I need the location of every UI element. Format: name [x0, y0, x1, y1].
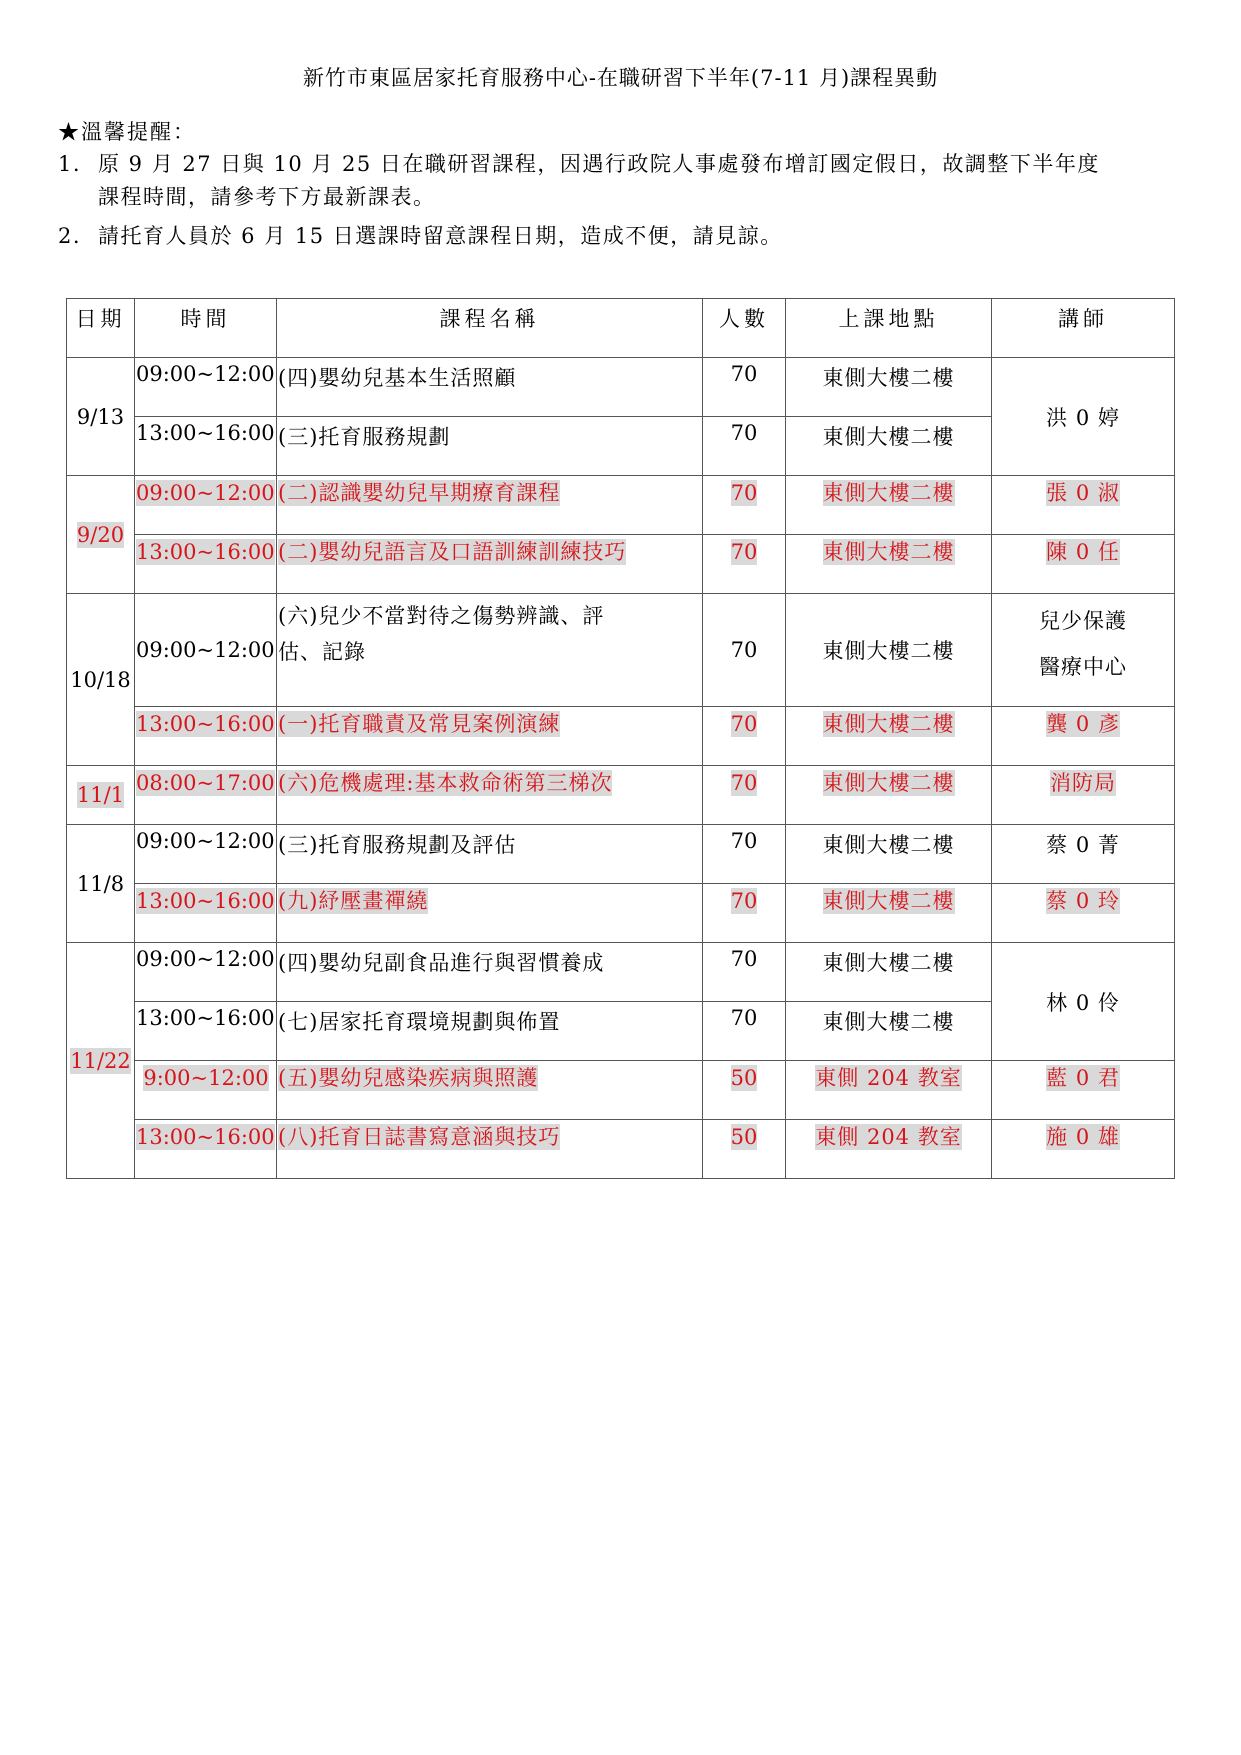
instructor-text: 蔡 0 玲 — [1046, 889, 1120, 913]
instructor-text: 施 0 雄 — [1046, 1125, 1120, 1149]
location-text: 東側大樓二樓 — [822, 771, 955, 795]
time-cell: 09:00~12:00 — [135, 943, 277, 1002]
time-cell — [135, 1120, 277, 1179]
instructor-cell — [992, 594, 1175, 707]
instructor-cell: 洪 0 婷 — [992, 358, 1175, 476]
course-cell: (七)居家托育環境規劃與佈置 — [277, 1002, 703, 1061]
date-text: 11/22 — [70, 1048, 131, 1073]
location-cell — [786, 766, 992, 825]
course-text: (八)托育日誌書寫意涵與技巧 — [278, 1125, 561, 1149]
location-text: 東側大樓二樓 — [822, 481, 955, 505]
count-cell: 70 — [703, 594, 786, 707]
course-line: 估、記錄 — [278, 640, 366, 664]
time-cell: 09:00~12:00 — [135, 594, 277, 707]
count-text: 70 — [730, 889, 758, 913]
time-text: 09:00~12:00 — [136, 481, 275, 505]
count-cell — [703, 884, 786, 943]
count-cell: 70 — [703, 358, 786, 417]
date-cell — [67, 476, 135, 594]
note-text-continued: 課程時間，請參考下方最新課表。 — [98, 185, 436, 209]
location-text: 東側 204 教室 — [815, 1066, 962, 1090]
count-cell: 70 — [703, 943, 786, 1002]
count-cell: 70 — [703, 417, 786, 476]
count-cell — [703, 476, 786, 535]
table-row — [67, 358, 1175, 417]
table-row — [67, 766, 1175, 825]
time-cell: 13:00~16:00 — [135, 417, 277, 476]
instructor-text: 陳 0 任 — [1046, 540, 1120, 564]
table-row — [67, 825, 1175, 884]
instructor-cell: 林 0 伶 — [992, 943, 1175, 1061]
course-cell — [277, 707, 703, 766]
course-cell — [277, 1120, 703, 1179]
time-text: 13:00~16:00 — [136, 712, 275, 736]
count-text: 70 — [730, 771, 758, 795]
header-time: 時間 — [135, 299, 277, 358]
course-schedule-table — [66, 298, 1175, 1179]
count-cell — [703, 1120, 786, 1179]
instructor-line: 兒少保護 — [1039, 609, 1127, 633]
instructor-text: 藍 0 君 — [1046, 1066, 1120, 1090]
date-cell: 11/8 — [67, 825, 135, 943]
header-date: 日期 — [67, 299, 135, 358]
time-cell: 13:00~16:00 — [135, 1002, 277, 1061]
count-text: 70 — [730, 481, 758, 505]
count-cell — [703, 535, 786, 594]
date-cell — [67, 943, 135, 1179]
date-cell — [67, 766, 135, 825]
location-cell: 東側大樓二樓 — [786, 594, 992, 707]
time-cell — [135, 884, 277, 943]
table-row — [67, 1120, 1175, 1179]
header-instructor: 講師 — [992, 299, 1175, 358]
course-text: (二)嬰幼兒語言及口語訓練訓練技巧 — [278, 540, 627, 564]
location-cell — [786, 1120, 992, 1179]
table-row — [67, 1061, 1175, 1120]
instructor-line: 醫療中心 — [1039, 655, 1127, 679]
table-row — [67, 594, 1175, 707]
course-cell — [277, 766, 703, 825]
time-cell — [135, 476, 277, 535]
location-text: 東側大樓二樓 — [822, 540, 955, 564]
count-text: 70 — [730, 712, 758, 736]
course-cell: (四)嬰幼兒副食品進行與習慣養成 — [277, 943, 703, 1002]
course-cell — [277, 884, 703, 943]
time-cell — [135, 1061, 277, 1120]
note-number: 2. — [58, 224, 82, 248]
count-cell: 70 — [703, 1002, 786, 1061]
reminder-heading: ★溫馨提醒： — [58, 120, 196, 144]
date-cell: 10/18 — [67, 594, 135, 766]
course-cell: (三)托育服務規劃及評估 — [277, 825, 703, 884]
course-cell — [277, 535, 703, 594]
course-text: (六)危機處理:基本救命術第三梯次 — [278, 771, 613, 795]
location-cell — [786, 707, 992, 766]
note-text: 原 9 月 27 日與 10 月 25 日在職研習課程，因遇行政院人事處發布增訂國定假日，故調整下半年度 — [98, 152, 1100, 176]
course-line: (六)兒少不當對待之傷勢辨識、評 — [278, 604, 605, 628]
instructor-text: 龔 0 彥 — [1046, 712, 1120, 736]
instructor-text: 張 0 淑 — [1046, 481, 1120, 505]
time-cell: 09:00~12:00 — [135, 825, 277, 884]
count-cell — [703, 1061, 786, 1120]
location-text: 東側大樓二樓 — [822, 889, 955, 913]
location-cell: 東側大樓二樓 — [786, 417, 992, 476]
instructor-cell: 蔡 0 菁 — [992, 825, 1175, 884]
location-cell: 東側大樓二樓 — [786, 825, 992, 884]
location-cell — [786, 1061, 992, 1120]
table-row — [67, 943, 1175, 1002]
table-row — [67, 476, 1175, 535]
count-cell — [703, 766, 786, 825]
time-text: 13:00~16:00 — [136, 1125, 275, 1149]
course-text: (五)嬰幼兒感染疾病與照護 — [278, 1066, 539, 1090]
note-text: 請托育人員於 6 月 15 日選課時留意課程日期，造成不便，請見諒。 — [98, 224, 783, 248]
header-location: 上課地點 — [786, 299, 992, 358]
table-row — [67, 535, 1175, 594]
count-cell: 70 — [703, 825, 786, 884]
course-cell — [277, 594, 703, 707]
time-text: 13:00~16:00 — [136, 540, 275, 564]
time-text: 9:00~12:00 — [143, 1066, 269, 1090]
course-cell — [277, 476, 703, 535]
time-cell — [135, 707, 277, 766]
page-title: 新竹市東區居家托育服務中心-在職研習下半年(7-11 月)課程異動 — [302, 66, 939, 90]
location-cell — [786, 476, 992, 535]
table-row — [67, 884, 1175, 943]
course-text: (一)托育職責及常見案例演練 — [278, 712, 561, 736]
count-text: 70 — [730, 540, 758, 564]
date-cell: 9/13 — [67, 358, 135, 476]
header-count: 人數 — [703, 299, 786, 358]
instructor-cell — [992, 766, 1175, 825]
location-cell: 東側大樓二樓 — [786, 1002, 992, 1061]
course-cell — [277, 1061, 703, 1120]
instructor-cell — [992, 476, 1175, 535]
note-2 — [58, 220, 783, 253]
course-cell: (三)托育服務規劃 — [277, 417, 703, 476]
count-text: 50 — [730, 1066, 758, 1090]
instructor-cell — [992, 884, 1175, 943]
note-number: 1. — [58, 152, 82, 176]
location-cell — [786, 884, 992, 943]
time-cell — [135, 535, 277, 594]
time-text: 08:00~17:00 — [136, 771, 275, 795]
date-text: 9/20 — [76, 522, 125, 547]
header-row — [67, 299, 1175, 358]
time-text: 13:00~16:00 — [136, 889, 275, 913]
course-text: (九)紓壓畫禪繞 — [278, 889, 429, 913]
instructor-cell — [992, 707, 1175, 766]
date-text: 11/1 — [76, 783, 125, 807]
instructor-cell — [992, 1061, 1175, 1120]
instructor-cell — [992, 1120, 1175, 1179]
time-cell: 09:00~12:00 — [135, 358, 277, 417]
location-cell — [786, 535, 992, 594]
count-cell — [703, 707, 786, 766]
location-text: 東側大樓二樓 — [822, 712, 955, 736]
location-cell: 東側大樓二樓 — [786, 943, 992, 1002]
location-text: 東側 204 教室 — [815, 1125, 962, 1149]
table-row — [67, 707, 1175, 766]
instructor-cell — [992, 535, 1175, 594]
location-cell: 東側大樓二樓 — [786, 358, 992, 417]
note-1 — [58, 148, 1100, 214]
course-text: (二)認識嬰幼兒早期療育課程 — [278, 481, 561, 505]
instructor-text: 消防局 — [1050, 771, 1116, 795]
header-course: 課程名稱 — [277, 299, 703, 358]
count-text: 50 — [730, 1125, 758, 1149]
time-cell — [135, 766, 277, 825]
course-cell: (四)嬰幼兒基本生活照顧 — [277, 358, 703, 417]
